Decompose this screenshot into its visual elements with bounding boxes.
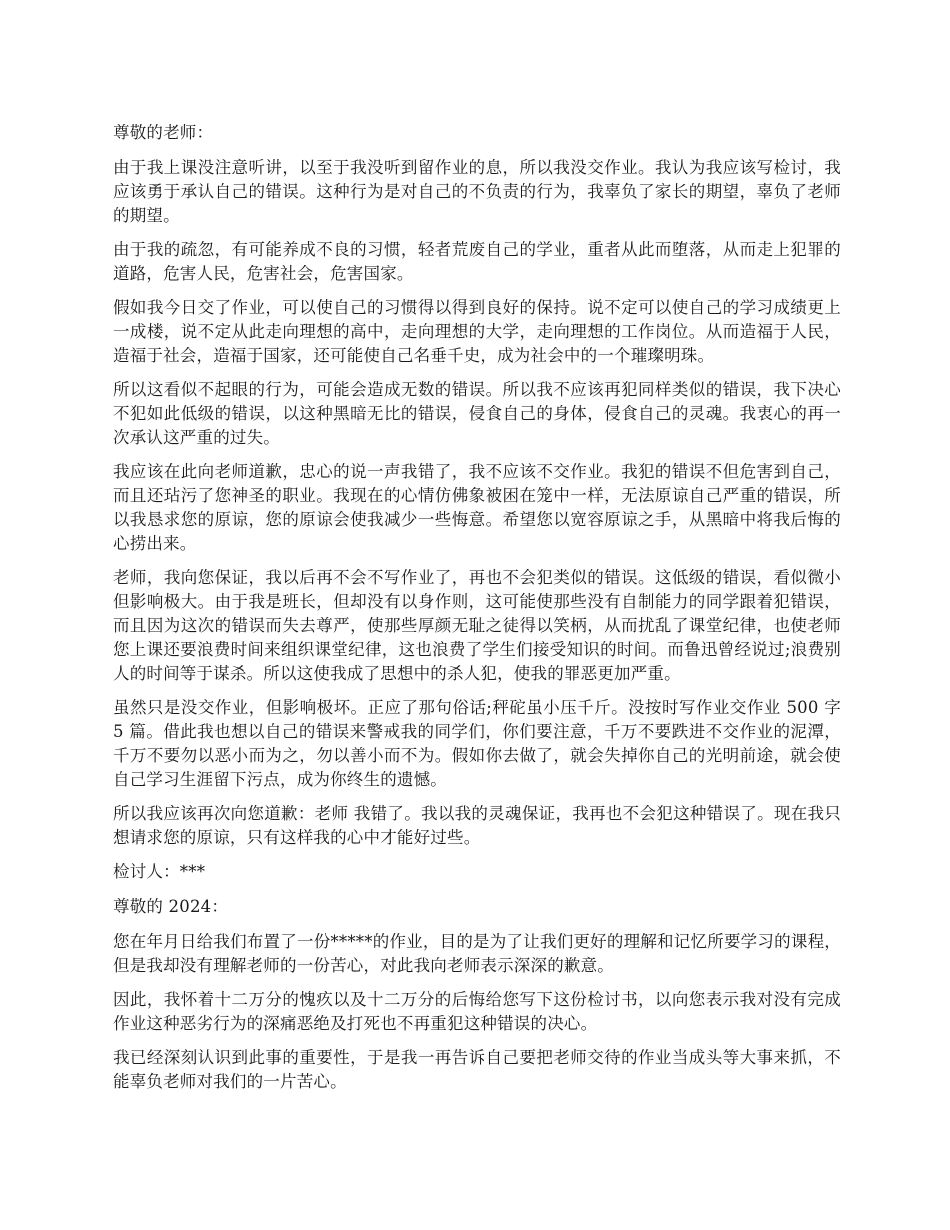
paragraph: 由于我的疏忽，有可能养成不良的习惯，轻者荒废自己的学业，重者从此而堕落，从而走上犯罪的道路，危害人民，危害社会，危害国家。	[113, 240, 841, 283]
paragraph: 因此，我怀着十二万分的愧疚以及十二万分的后悔给您写下这份检讨书，以向您表示我对没有完成作业这种恶劣行为的深痛恶绝及打死也不再重犯这种错误的决心。	[113, 990, 841, 1033]
paragraph: 由于我上课没注意听讲，以至于我没听到留作业的息，所以我没交作业。我认为我应该写检讨，我应该勇于承认自己的错误。这种行为是对自己的不负责的行为，我辜负了家长的期望，辜负了老师的期望。	[113, 158, 841, 225]
signature-line: 检讨人：***	[113, 862, 206, 881]
paragraph: 我应该在此向老师道歉，忠心的说一声我错了，我不应该不交作业。我犯的错误不但危害到自己，而且还玷污了您神圣的职业。我现在的心情仿佛象被困在笼中一样，无法原谅自己严重的错误，所以我恳求您的原谅，您的原谅会使我减少一些悔意。希望您以宽容原谅之手，从黑暗中将我后悔的心捞出来。	[113, 462, 841, 553]
paragraph: 假如我今日交了作业，可以使自己的习惯得以得到良好的保持。说不定可以使自己的学习成绩更上一成楼，说不定从此走向理想的高中，走向理想的大学，走向理想的工作岗位。从而造福于人民，造福于社会，造福于国家，还可能使自己名垂千史，成为社会中的一个璀璨明珠。	[113, 298, 841, 365]
document-body	[113, 121, 841, 1104]
paragraph: 所以我应该再次向您道歉：老师 我错了。我以我的灵魂保证，我再也不会犯这种错误了。现在我只想请求您的原谅，只有这样我的心中才能好过些。	[113, 804, 841, 847]
paragraph: 所以这看似不起眼的行为，可能会造成无数的错误。所以我不应该再犯同样类似的错误，我下决心不犯如此低级的错误，以这种黑暗无比的错误，侵食自己的身体，侵食自己的灵魂。我衷心的再一次承认这严重的过失。	[113, 380, 841, 447]
paragraph: 您在年月日给我们布置了一份*****的作业，目的是为了让我们更好的理解和记忆所要学习的课程，但是我却没有理解老师的一份苦心，对此我向老师表示深深的歉意。	[113, 932, 841, 975]
salutation: 尊敬的老师：	[113, 123, 214, 142]
paragraph: 虽然只是没交作业，但影响极坏。正应了那句俗话;秤砣虽小压千斤。没按时写作业交作业 500 字 5 篇。借此我也想以自己的错误来警戒我的同学们，你们要注意，千万不要跌进不交作业的泥潭，千万不要勿以恶小而为之，勿以善小而不为。假如你去做了，就会失掉你自己的光明前途，就会使自己学习生涯留下污点，成为你终生的遗憾。	[113, 698, 841, 789]
paragraph: 老师，我向您保证，我以后再不会不写作业了，再也不会犯类似的错误。这低级的错误，看似微小但影响极大。由于我是班长，但却没有以身作则，这可能使那些没有自制能力的同学跟着犯错误，而且因为这次的错误而失去尊严，使那些厚颜无耻之徒得以笑柄，从而扰乱了课堂纪律，也使老师您上课还要浪费时间来组织课堂纪律，这也浪费了学生们接受知识的时间。而鲁迅曾经说过;浪费别人的时间等于谋杀。所以这使我成了思想中的杀人犯，使我的罪恶更加严重。	[113, 568, 841, 683]
paragraph: 我已经深刻认识到此事的重要性，于是我一再告诉自己要把老师交待的作业当成头等大事来抓，不能辜负老师对我们的一片苦心。	[113, 1048, 841, 1091]
salutation: 尊敬的 2024：	[113, 897, 229, 916]
